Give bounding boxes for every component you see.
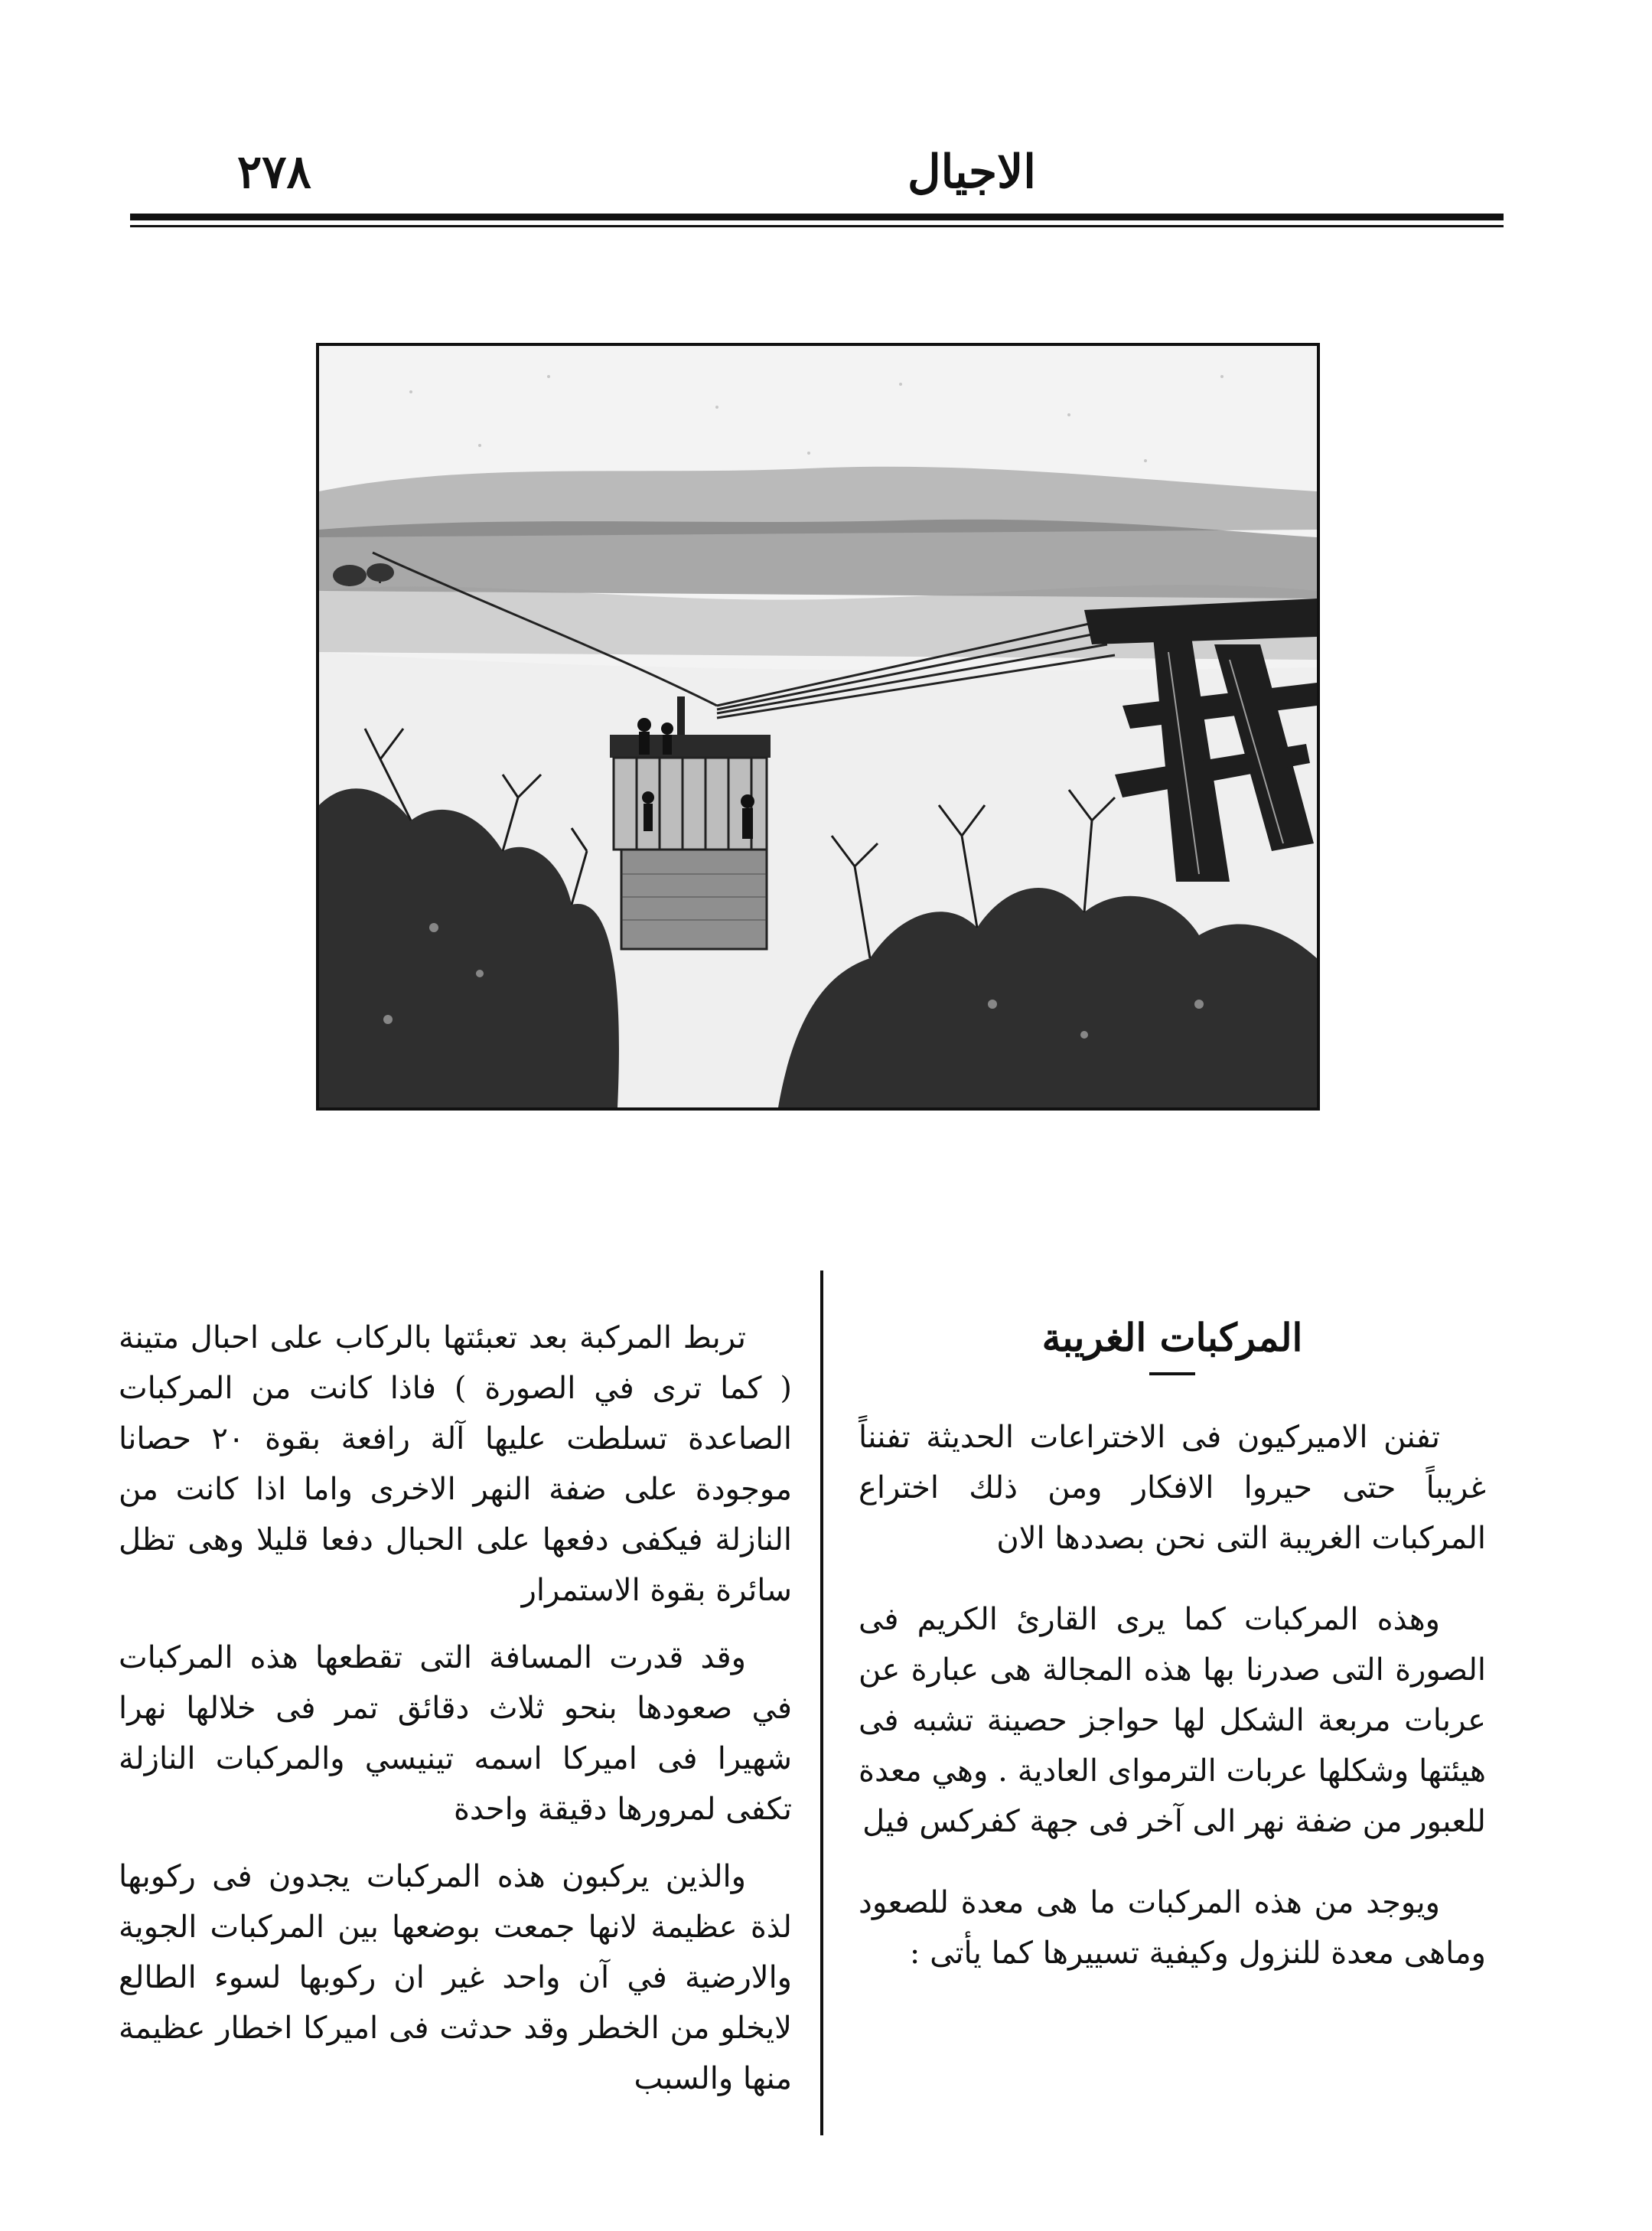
article-left-column [119,1313,792,2121]
page-number: ٢٧٨ [237,145,311,199]
paragraph: والذين يركبون هذه المركبات يجدون فى ركوبها لذة عظيمة لانها جمعت بوضعها بين المركبات الجوية والارضية في آن واحد غير ان ركوبها لسوء الطالع لايخلو من الخطر وقد حدثت فى اميركا اخطار عظيمة منها والسبب [119,1859,792,2096]
paragraph: وقد قدرت المسافة التى تقطعها هذه المركبات في صعودها بنحو ثلاث دقائق تمر فى خلالها نهرا شهيرا فى اميركا اسمه تينيسي والمركبات النازلة تكفى لمرورها دقيقة واحدة [119,1640,792,1827]
header-rule-thin [130,225,1504,227]
running-title: الاجيال [907,145,1036,199]
paragraph: تفنن الاميركيون فى الاختراعات الحديثة تفنناً غريباً حتى حيروا الافكار ومن ذلك اختراع المركبات الغريبة التى نحن بصددها الان [859,1420,1486,1556]
aerial-cable-car-icon [319,346,1317,1107]
title-dash [1149,1372,1195,1375]
article-right-column [859,1313,1486,2009]
article-title: المركبات الغريبة [1041,1315,1303,1360]
paragraph: وهذه المركبات كما يرى القارئ الكريم فى الصورة التى صدرنا بها هذه المجالة هى عبارة عن عربات مربعة الشكل لها حواجز حصينة تشبه فى هيئتها وشكلها عربات الترمواى العادية . وهي معدة للعبور من ضفة نهر الى آخر فى جهة كفركس فيل [859,1602,1486,1839]
header-rule-thick [130,214,1504,220]
page-header [130,134,1504,203]
paragraph: ويوجد من هذه المركبات ما هى معدة للصعود وماهى معدة للنزول وكيفية تسييرها كما يأتى : [859,1885,1486,1971]
cable-car-illustration [316,343,1320,1111]
paragraph: تربط المركبة بعد تعبئتها بالركاب على احبال متينة ( كما ترى في الصورة ) فاذا كانت من المركبات الصاعدة تسلطت عليها آلة رافعة بقوة ٢٠ حصانا موجودة على ضفة النهر الاخرى واما اذا كانت من النازلة فيكفى دفعها على الحبال دفعا قليلا وهى تظل سائرة بقوة الاستمرار [119,1320,792,1608]
column-divider [820,1270,823,2135]
